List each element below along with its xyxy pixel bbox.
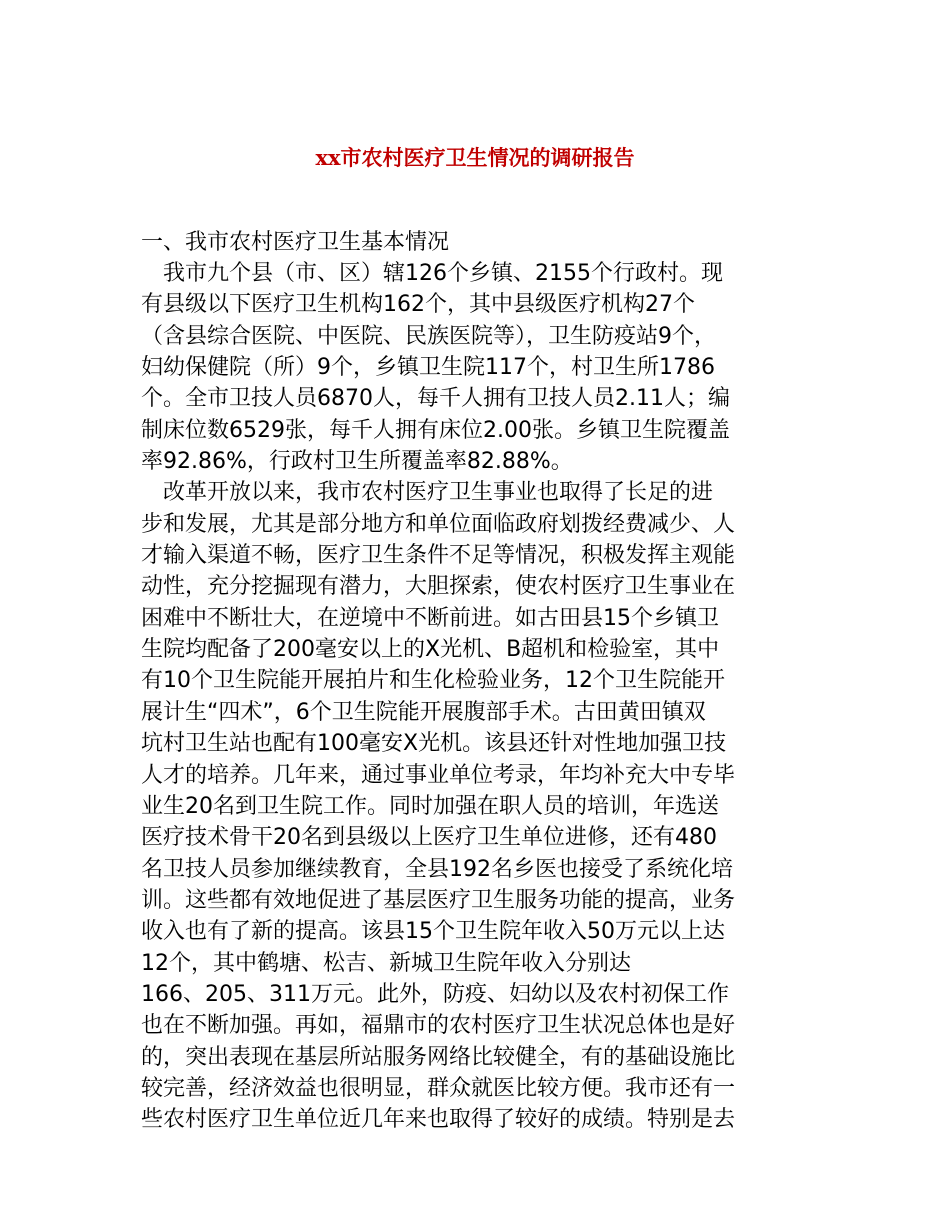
text-line: 166、205、311万元。此外，防疫、妇幼以及农村初保工作 — [141, 981, 729, 1007]
paragraph-basic-situation — [141, 258, 813, 477]
text-line: 坑村卫生站也配有100毫安X光机。该县还针对性地加强卫技 — [141, 731, 727, 757]
text-line: 医疗技术骨干20名到县级以上医疗卫生单位进修，还有480 — [141, 825, 717, 851]
text-line: 展计生“四术”，6个卫生院能开展腹部手术。古田黄田镇双 — [141, 699, 706, 725]
text-line: 名卫技人员参加继续教育，全县192名乡医也接受了系统化培 — [141, 856, 733, 882]
text-line: 收入也有了新的提高。该县15个卫生院年收入50万元以上达 — [141, 919, 725, 945]
text-line: 训。这些都有效地促进了基层医疗卫生服务功能的提高，业务 — [141, 887, 736, 913]
text-line: （含县综合医院、中医院、民族医院等），卫生防疫站9个， — [141, 323, 716, 349]
document-title: xx市农村医疗卫生情况的调研报告 — [315, 145, 635, 170]
text-line: 妇幼保健院（所）9个，乡镇卫生院117个，村卫生所1786 — [141, 355, 715, 381]
text-line: 较完善，经济效益也很明显，群众就医比较方便。我市还有一 — [141, 1075, 736, 1101]
text-line: 有10个卫生院能开展拍片和生化检验业务，12个卫生院能开 — [141, 668, 725, 694]
text-line: 步和发展，尤其是部分地方和单位面临政府划拨经费减少、人 — [141, 511, 736, 537]
text-line: 个。全市卫技人员6870人，每千人拥有卫技人员2.11人；编 — [141, 386, 730, 412]
text-line: 改革开放以来，我市农村医疗卫生事业也取得了长足的进 — [141, 480, 714, 506]
document-body — [141, 227, 813, 1136]
text-line: 有县级以下医疗卫生机构162个，其中县级医疗机构27个 — [141, 292, 695, 318]
text-line: 业生20名到卫生院工作。同时加强在职人员的培训，年选送 — [141, 793, 719, 819]
text-line: 些农村医疗卫生单位近几年来也取得了较好的成绩。特别是去 — [141, 1107, 736, 1133]
text-line: 的，突出表现在基层所站服务网络比较健全，有的基础设施比 — [141, 1044, 736, 1070]
section-heading: 一、我市农村医疗卫生基本情况 — [141, 230, 450, 255]
text-line: 我市九个县（市、区）辖126个乡镇、2155个行政村。现 — [141, 261, 723, 286]
text-line: 才输入渠道不畅，医疗卫生条件不足等情况，积极发挥主观能 — [141, 543, 736, 569]
text-line: 生院均配备了200毫安以上的X光机、B超机和检验室，其中 — [141, 637, 720, 663]
paragraph-development — [141, 477, 813, 1135]
text-line: 率92.86%，行政村卫生所覆盖率82.88%。 — [141, 449, 573, 475]
text-line: 动性，充分挖掘现有潜力，大胆探索，使农村医疗卫生事业在 — [141, 574, 736, 600]
text-line: 制床位数6529张，每千人拥有床位2.00张。乡镇卫生院覆盖 — [141, 417, 730, 443]
text-line: 12个，其中鹤塘、松吉、新城卫生院年收入分别达 — [141, 950, 631, 976]
text-line: 也在不断加强。再如，福鼎市的农村医疗卫生状况总体也是好 — [141, 1013, 736, 1039]
text-line: 困难中不断壮大，在逆境中不断前进。如古田县15个乡镇卫 — [141, 605, 719, 631]
text-line: 人才的培养。几年来，通过事业单位考录，年均补充大中专毕 — [141, 762, 736, 788]
